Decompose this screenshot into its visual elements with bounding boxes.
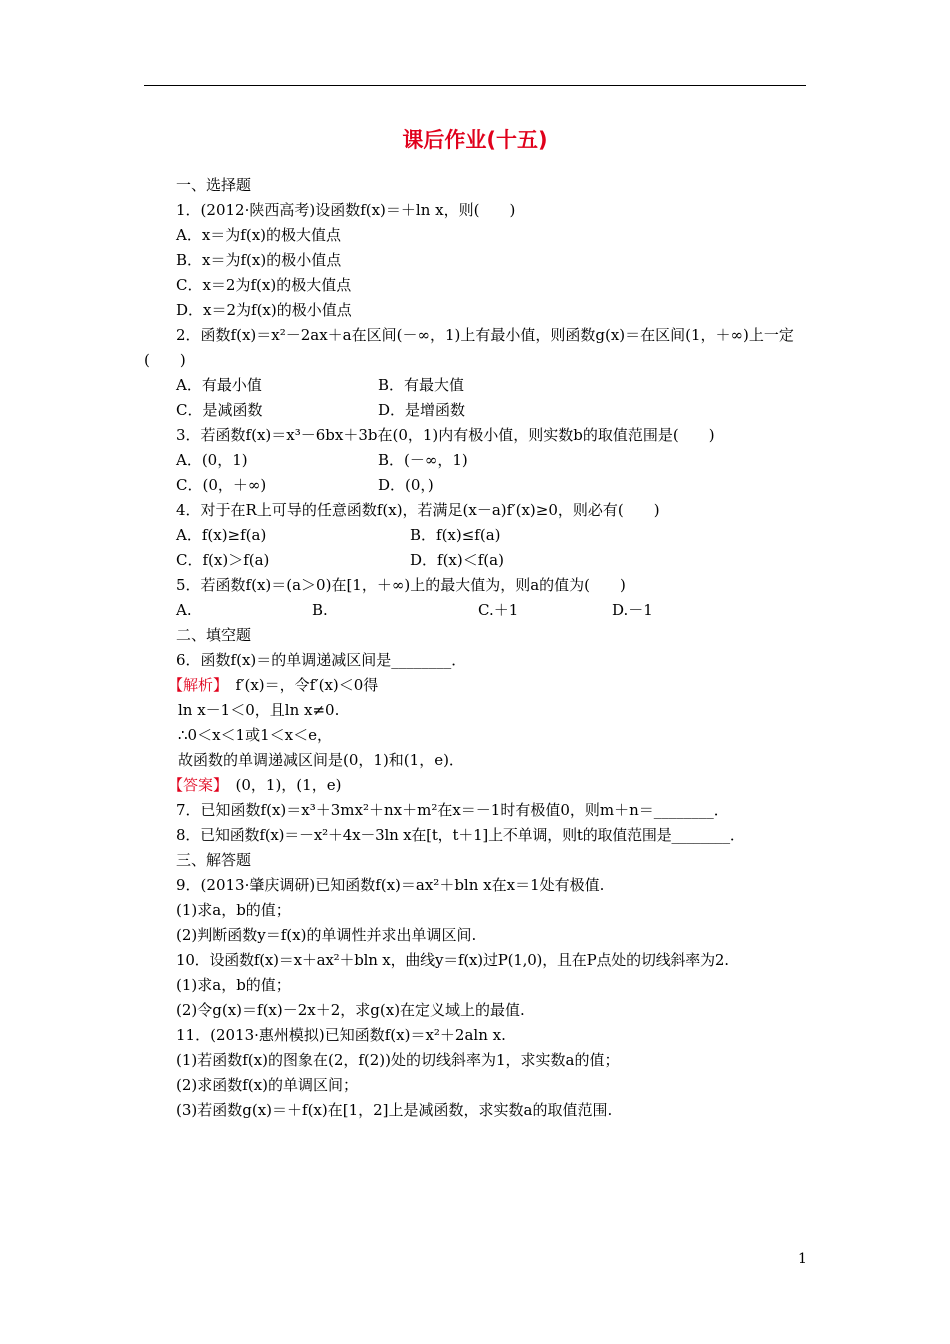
analysis-tag: 【解析】: [168, 676, 221, 694]
option: B．有最大值: [378, 376, 465, 394]
answer-tag: 【答案】: [168, 776, 221, 794]
subquestion: (2)令g(x)＝f(x)－2x＋2，求g(x)在定义域上的最值.: [176, 1001, 525, 1019]
option: D.－1: [612, 601, 653, 619]
option: B．f(x)≤f(a): [410, 526, 501, 544]
section-heading: 三、解答题: [176, 851, 252, 869]
section-heading: 二、填空题: [176, 626, 252, 644]
option: A．f(x)≥f(a): [176, 526, 267, 544]
answer-line: [144, 773, 814, 798]
question-2-text: 2．函数f(x)＝x²－2ax＋a在区间(－∞，1)上有最小值，则函数g(x)＝在区间(1，＋∞)上一定( ): [144, 326, 794, 369]
options-row: [144, 473, 814, 498]
page-number: 1: [798, 1251, 807, 1267]
header-rule: [144, 85, 806, 86]
options-row: [144, 548, 814, 573]
question-5: 5．若函数f(x)＝(a＞0)在[1，＋∞)上的最大值为，则a的值为( ): [176, 576, 626, 594]
question-7: 7．已知函数f(x)＝x³＋3mx²＋nx＋m²在x＝－1时有极值0，则m＋n＝________．: [176, 801, 729, 819]
solution-step: ∴0＜x＜1或1＜x＜e，: [178, 726, 332, 744]
subquestion: (2)判断函数y＝f(x)的单调性并求出单调区间.: [176, 926, 477, 944]
options-row: [144, 598, 814, 623]
option: B．(－∞，1): [378, 451, 468, 469]
option: B.: [312, 601, 328, 619]
option: B．x＝为f(x)的极小值点: [176, 251, 342, 269]
option: A．(0，1): [176, 451, 248, 469]
options-row: [144, 398, 814, 423]
subquestion: (2)求函数f(x)的单调区间；: [176, 1076, 358, 1094]
option: D．(0，): [378, 476, 434, 494]
page-title: 课后作业(十五): [402, 128, 548, 152]
question-2: [144, 323, 806, 373]
option: D．f(x)＜f(a): [410, 551, 504, 569]
analysis-line: [144, 673, 814, 698]
option: C．x＝2为f(x)的极大值点: [176, 276, 352, 294]
question-9: 9．(2013·肇庆调研)已知函数f(x)＝ax²＋bln x在x＝1处有极值.: [176, 876, 605, 894]
subquestion: (3)若函数g(x)＝＋f(x)在[1，2]上是减函数，求实数a的取值范围.: [176, 1101, 613, 1119]
option: C．f(x)＞f(a): [176, 551, 270, 569]
option: C．(0，＋∞): [176, 476, 267, 494]
option: A．x＝为f(x)的极大值点: [176, 226, 342, 244]
section-heading: 一、选择题: [176, 176, 252, 194]
option: D．是增函数: [378, 401, 466, 419]
question-3: 3．若函数f(x)＝x³－6bx＋3b在(0，1)内有极小值，则实数b的取值范围是( ): [176, 426, 715, 444]
options-row: [144, 373, 814, 398]
solution-step: 故函数的单调递减区间是(0，1)和(1，e)．: [178, 751, 464, 769]
answer-text: (0，1)，(1，e): [220, 776, 342, 794]
question-11: 11．(2013·惠州模拟)已知函数f(x)＝x²＋2aln x.: [176, 1026, 506, 1044]
solution-step: ln x－1＜0，且ln x≠0.: [178, 701, 340, 719]
subquestion: (1)求a，b的值；: [176, 901, 291, 919]
subquestion: (1)求a，b的值；: [176, 976, 291, 994]
question-4: 4．对于在R上可导的任意函数f(x)，若满足(x－a)f′(x)≥0，则必有( ): [176, 501, 660, 519]
options-row: [144, 448, 814, 473]
option: C．是减函数: [176, 401, 263, 419]
question-10: 10．设函数f(x)＝x＋ax²＋bln x，曲线y＝f(x)过P(1,0)，且在P点处的切线斜率为2.: [176, 951, 729, 969]
subquestion: (1)若函数f(x)的图象在(2，f(2))处的切线斜率为1，求实数a的值；: [176, 1051, 620, 1069]
option: C.＋1: [478, 601, 519, 619]
document-body: [144, 173, 814, 1123]
question-6: 6．函数f(x)＝的单调递减区间是________．: [176, 651, 467, 669]
options-row: [144, 523, 814, 548]
option: A．有最小值: [176, 376, 262, 394]
question-1: 1．(2012·陕西高考)设函数f(x)＝＋ln x，则( ): [176, 201, 516, 219]
option: D．x＝2为f(x)的极小值点: [176, 301, 352, 319]
option: A.: [176, 601, 192, 619]
question-8: 8．已知函数f(x)＝－x²＋4x－3ln x在[t，t＋1]上不单调，则t的取值范围是________．: [176, 826, 745, 844]
analysis-text: f′(x)＝，令f′(x)＜0得: [220, 676, 379, 694]
